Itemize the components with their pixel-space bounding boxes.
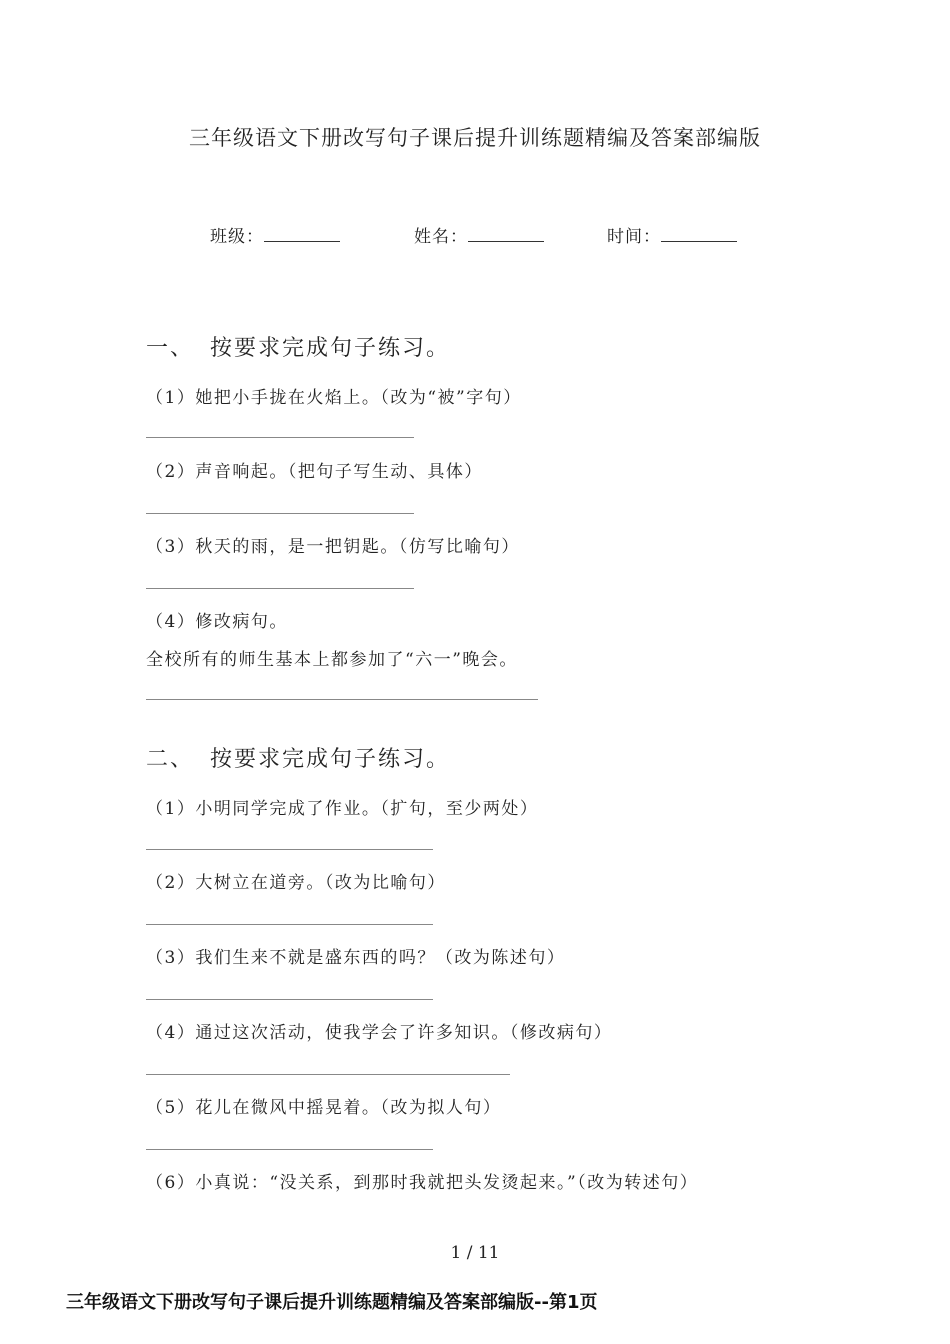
class-label: 班级：: [210, 227, 264, 247]
time-label: 时间：: [607, 227, 661, 247]
question-1-2: （2）声音响起。（把句子写生动、具体）: [146, 462, 483, 482]
answer-line-2-1[interactable]: [146, 849, 433, 850]
answer-line-2-4[interactable]: [146, 1074, 510, 1075]
answer-line-1-3[interactable]: [146, 588, 414, 589]
question-2-5: （5）花儿在微风中摇晃着。（改为拟人句）: [146, 1098, 502, 1118]
question-1-1: （1）她把小手拢在火焰上。（改为“被”字句）: [146, 388, 522, 408]
class-blank[interactable]: [264, 225, 340, 242]
answer-line-2-5[interactable]: [146, 1149, 433, 1150]
section-1-title: 按要求完成句子练习。: [210, 336, 451, 361]
question-1-3: （3）秋天的雨，是一把钥匙。（仿写比喻句）: [146, 537, 520, 557]
answer-line-1-1[interactable]: [146, 437, 414, 438]
footer-caption: 三年级语文下册改写句子课后提升训练题精编及答案部编版--第1页: [66, 1292, 598, 1313]
section-2-heading: [146, 742, 450, 773]
question-1-4: （4）修改病句。: [146, 612, 288, 632]
section-1-number: 一、: [146, 336, 195, 361]
question-2-6: （6）小真说：“没关系，到那时我就把头发烫起来。”（改为转述句）: [146, 1173, 699, 1193]
time-blank[interactable]: [661, 225, 737, 242]
question-1-4-sentence: 全校所有的师生基本上都参加了“六一”晚会。: [146, 650, 518, 670]
name-label: 姓名：: [414, 227, 468, 247]
page-number: 1 / 11: [450, 1243, 500, 1263]
answer-line-2-2[interactable]: [146, 924, 433, 925]
answer-line-1-2[interactable]: [146, 513, 414, 514]
document-title: 三年级语文下册改写句子课后提升训练题精编及答案部编版: [189, 126, 761, 150]
class-field: [210, 222, 340, 247]
answer-line-2-3[interactable]: [146, 999, 433, 1000]
answer-line-1-4[interactable]: [146, 699, 538, 700]
name-field: [414, 222, 544, 247]
section-1-heading: [146, 331, 450, 362]
question-2-2: （2）大树立在道旁。（改为比喻句）: [146, 873, 446, 893]
section-2-title: 按要求完成句子练习。: [210, 747, 451, 772]
time-field: [607, 222, 737, 247]
question-2-3: （3）我们生来不就是盛东西的吗？（改为陈述句）: [146, 948, 566, 968]
section-2-number: 二、: [146, 747, 195, 772]
question-2-4: （4）通过这次活动，使我学会了许多知识。（修改病句）: [146, 1023, 613, 1043]
name-blank[interactable]: [468, 225, 544, 242]
question-2-1: （1）小明同学完成了作业。（扩句，至少两处）: [146, 799, 539, 819]
